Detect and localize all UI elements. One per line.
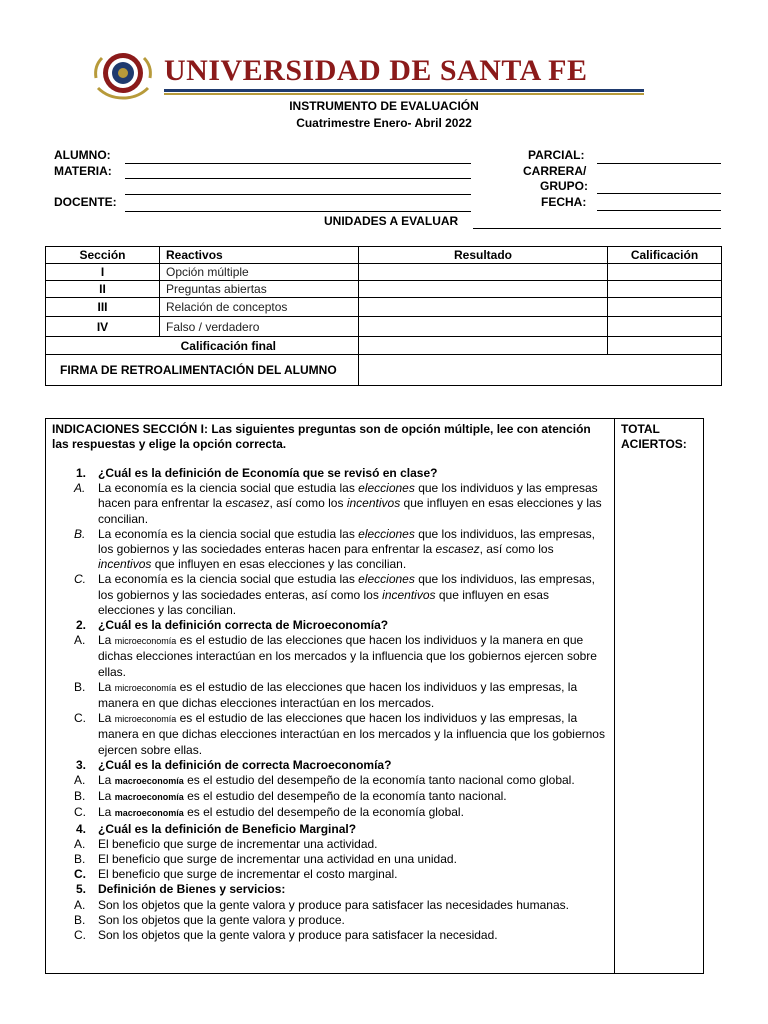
section-cell: I xyxy=(46,264,160,281)
col-calificacion: Calificación xyxy=(608,247,722,264)
reactivo-cell: Preguntas abiertas xyxy=(160,281,359,298)
section-one-box xyxy=(45,418,704,974)
q4-option-b[interactable]: B. El beneficio que surge de incrementar una actividad en una unidad. xyxy=(74,852,457,867)
header-rule-blue xyxy=(164,89,644,92)
q1-option-a[interactable]: A. La economía es la ciencia social que estudia las elecciones que los individuos y las empresas hacen para enfrentar la escasez, así como los incentivos que influyen en esas elecciones y las concilian. xyxy=(74,481,602,526)
q5-option-c[interactable]: C. Son los objetos que la gente valora y produce para satisfacer la necesidad. xyxy=(74,928,498,943)
q4-option-a[interactable]: A. El beneficio que surge de incrementar una actividad. xyxy=(74,836,378,851)
table-row xyxy=(46,298,722,317)
parcial-label: PARCIAL: xyxy=(528,148,585,162)
section-cell: IV xyxy=(46,317,160,337)
q4-option-c[interactable]: C. El beneficio que surge de incrementar el costo marginal. xyxy=(74,867,398,882)
question-1: 1. ¿Cuál es la definición de Economía que se revisó en clase? xyxy=(76,466,438,480)
reactivo-cell: Relación de conceptos xyxy=(160,298,359,317)
column-divider xyxy=(614,419,615,973)
unidades-field[interactable] xyxy=(473,228,721,229)
docente-field-upper[interactable] xyxy=(125,194,471,195)
question-list xyxy=(46,466,612,943)
q2-option-a[interactable]: A. La microeconomía es el estudio de las elecciones que hacen los individuos y la manera en que dichas elecciones interactúan en los mercados y la influencia que los gobiernos ejercen sobre ellas. xyxy=(74,633,597,679)
question-5: 5. Definición de Bienes y servicios: xyxy=(76,882,286,897)
q5-option-b[interactable]: B. Son los objetos que la gente valora y produce. xyxy=(74,912,345,927)
header-rule-gold xyxy=(164,93,644,95)
evaluation-table xyxy=(45,246,722,386)
carrera-grupo-field[interactable] xyxy=(597,193,721,194)
q3-option-c[interactable]: C. La macroeconomía es el estudio del desempeño de la economía global. xyxy=(74,805,464,820)
resultado-cell[interactable] xyxy=(359,317,608,337)
q2-option-c[interactable]: C. La microeconomía es el estudio de las elecciones que hacen los individuos y las empresas, la manera en que dichas elecciones interactúan en los mercados y la influencia que los gobiernos ejercen sobre ellas. xyxy=(74,711,605,757)
final-grade-extra-cell[interactable] xyxy=(608,337,722,355)
table-row xyxy=(46,317,722,337)
unidades-label: UNIDADES A EVALUAR xyxy=(324,214,459,228)
reactivo-cell: Opción múltiple xyxy=(160,264,359,281)
calificacion-cell[interactable] xyxy=(608,264,722,281)
final-grade-row xyxy=(46,337,722,355)
parcial-field[interactable] xyxy=(597,163,721,164)
section-cell: II xyxy=(46,281,160,298)
col-reactivos: Reactivos xyxy=(160,247,359,264)
final-grade-cell[interactable] xyxy=(359,337,608,355)
grupo-label: GRUPO: xyxy=(540,179,588,193)
university-name: UNIVERSIDAD DE SANTA FE xyxy=(164,54,588,87)
alumno-field[interactable] xyxy=(125,163,471,164)
carrera-label: CARRERA/ xyxy=(523,164,587,178)
materia-field[interactable] xyxy=(125,178,471,179)
fecha-label: FECHA: xyxy=(541,195,587,209)
q5-option-a[interactable]: A. Son los objetos que la gente valora y produce para satisfacer las necesidades humanas. xyxy=(74,897,569,912)
signature-cell[interactable] xyxy=(359,355,722,386)
resultado-cell[interactable] xyxy=(359,281,608,298)
university-seal-icon xyxy=(92,48,154,100)
docente-field[interactable] xyxy=(125,211,471,212)
calificacion-cell[interactable] xyxy=(608,317,722,337)
col-seccion: Sección xyxy=(46,247,160,264)
alumno-label: ALUMNO: xyxy=(54,148,111,162)
document-subtitle: Cuatrimestre Enero- Abril 2022 xyxy=(296,116,472,130)
question-3: 3. ¿Cuál es la definición de correcta Macroeconomía? xyxy=(76,757,392,772)
signature-row xyxy=(46,355,722,386)
q3-option-b[interactable]: B. La macroeconomía es el estudio del desempeño de la economía tanto nacional. xyxy=(74,789,507,804)
docente-label: DOCENTE: xyxy=(54,195,117,209)
final-grade-label: Calificación final xyxy=(46,337,359,355)
section-cell: III xyxy=(46,298,160,317)
table-header-row xyxy=(46,247,722,264)
university-header xyxy=(92,48,652,100)
total-aciertos-label[interactable]: TOTAL ACIERTOS: xyxy=(621,422,687,451)
q1-option-c[interactable]: C. La economía es la ciencia social que estudia las elecciones que los individuos, las empresas, los gobiernos y las sociedades enteras, así como los incentivos que influyen en esas elecciones y las concilian. xyxy=(74,572,595,617)
section-instructions: INDICACIONES SECCIÓN I: Las siguientes preguntas son de opción múltiple, lee con atención las respuestas y elige la opción correcta. xyxy=(52,422,591,451)
question-2: 2. ¿Cuál es la definición correcta de Microeconomía? xyxy=(76,618,389,633)
materia-label: MATERIA: xyxy=(54,164,112,178)
q3-option-a[interactable]: A. La macroeconomía es el estudio del desempeño de la economía tanto nacional como global. xyxy=(74,773,575,788)
calificacion-cell[interactable] xyxy=(608,298,722,317)
table-row xyxy=(46,281,722,298)
q2-option-b[interactable]: B. La microeconomía es el estudio de las elecciones que hacen los individuos y las empresas, la manera en que dichas elecciones interactúan en los mercados. xyxy=(74,679,578,711)
signature-label: FIRMA DE RETROALIMENTACIÓN DEL ALUMNO xyxy=(46,355,359,386)
fecha-field[interactable] xyxy=(597,210,721,211)
resultado-cell[interactable] xyxy=(359,298,608,317)
reactivo-cell: Falso / verdadero xyxy=(160,317,359,337)
q1-option-b[interactable]: B. La economía es la ciencia social que estudia las elecciones que los individuos, las empresas, los gobiernos y las sociedades enteras hacen para enfrentar la escasez, así como los incentivos que influyen en esas elecciones y las concilian. xyxy=(74,526,595,572)
question-4: 4. ¿Cuál es la definición de Beneficio Marginal? xyxy=(76,821,357,836)
table-row xyxy=(46,264,722,281)
resultado-cell[interactable] xyxy=(359,264,608,281)
col-resultado: Resultado xyxy=(359,247,608,264)
document-title: INSTRUMENTO DE EVALUACIÓN xyxy=(289,99,479,113)
calificacion-cell[interactable] xyxy=(608,281,722,298)
